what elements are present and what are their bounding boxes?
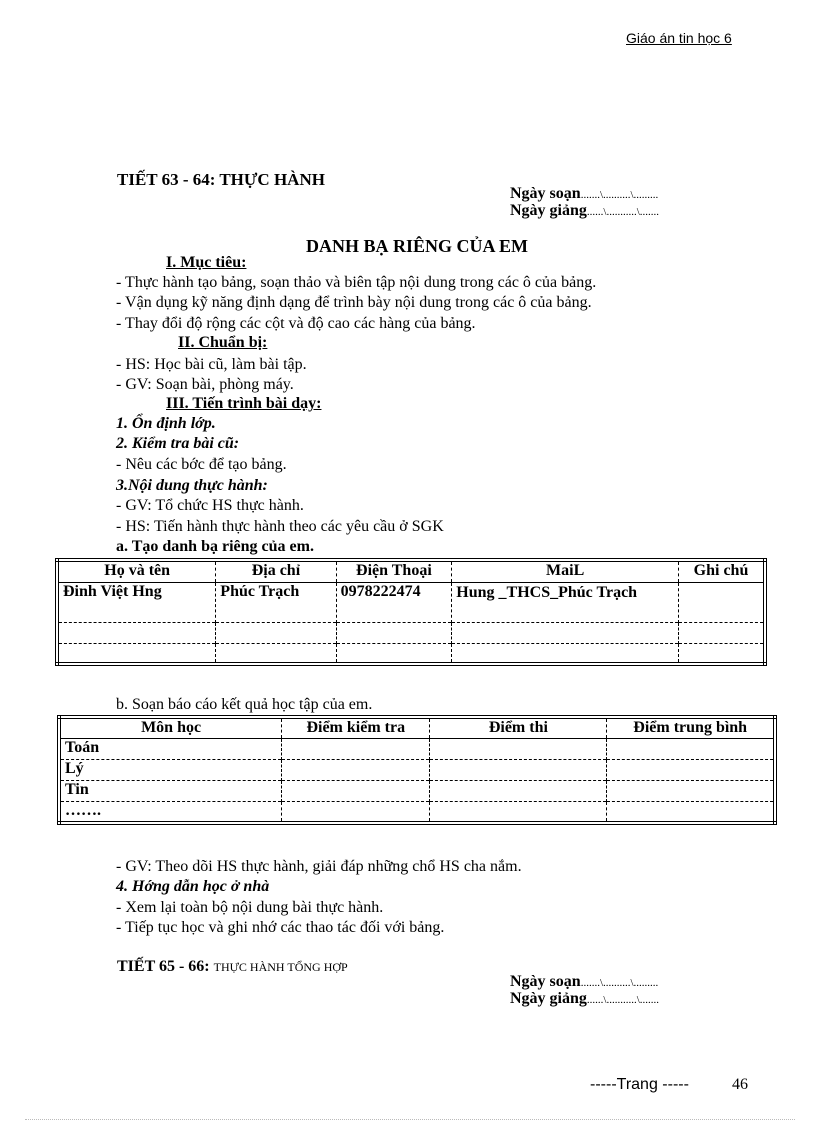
contacts-table bbox=[55, 558, 767, 666]
date-teach-label: Ngày giảng bbox=[510, 990, 587, 1007]
column-header: MaiL bbox=[452, 560, 679, 582]
preparation-heading: II. Chuẩn bị: bbox=[178, 334, 268, 351]
table-row bbox=[59, 801, 775, 823]
date-teach-label: Ngày giảng bbox=[510, 202, 587, 219]
column-header: Ghi chú bbox=[679, 560, 766, 582]
date-teach-dots: ......\...........\....... bbox=[586, 206, 660, 218]
column-header: Địa chỉ bbox=[216, 560, 336, 582]
date-teach-dots: ......\...........\....... bbox=[586, 994, 660, 1006]
task-b-heading: b. Soạn báo cáo kết quả học tập của em. bbox=[116, 696, 373, 713]
column-header: Môn học bbox=[59, 717, 282, 738]
column-header: Họ và tên bbox=[57, 560, 216, 582]
step-4-heading: 4. Hớng dẫn học ở nhà bbox=[116, 878, 270, 895]
subject-cell: Toán bbox=[59, 738, 282, 759]
lesson-dates bbox=[510, 186, 659, 220]
task-a-heading: a. Tạo danh bạ riêng của em. bbox=[116, 538, 314, 555]
column-header: Điểm thi bbox=[430, 717, 607, 738]
process-heading: III. Tiến trình bài dạy: bbox=[166, 395, 322, 412]
step-2-heading: 2. Kiểm tra bài cũ: bbox=[116, 435, 240, 452]
date-prep-label: Ngày soạn bbox=[510, 973, 581, 990]
gv-monitor-item: - GV: Theo dõi HS thực hành, giải đáp những chổ HS cha nắm. bbox=[116, 858, 522, 875]
footer-divider bbox=[25, 1119, 795, 1120]
table-row bbox=[57, 643, 765, 664]
preparation-item: - HS: Học bài cũ, làm bài tập. bbox=[116, 356, 307, 373]
step-3-item: - HS: Tiến hành thực hành theo các yêu cầu ở SGK bbox=[116, 518, 444, 535]
objective-item: - Vận dụng kỹ năng định dạng để trình bày nội dung trong các ô của bảng. bbox=[116, 294, 592, 311]
lesson-2-title bbox=[117, 958, 348, 976]
table-row bbox=[57, 622, 765, 643]
table-cell: 0978222474 bbox=[336, 582, 452, 622]
table-row bbox=[59, 738, 775, 759]
table-row bbox=[59, 759, 775, 780]
footer-page-number: 46 bbox=[732, 1076, 748, 1093]
lesson-2-dates bbox=[510, 974, 659, 1008]
objectives-heading: I. Mục tiêu: bbox=[166, 254, 247, 271]
table-header-row bbox=[59, 717, 775, 738]
footer-page-label: -----Trang ----- bbox=[590, 1076, 689, 1093]
lesson-2-title-number: TIẾT 65 - 66: bbox=[117, 958, 210, 975]
date-prep-dots: .......\..........\......... bbox=[580, 189, 659, 201]
table-row bbox=[59, 780, 775, 801]
column-header: Điểm kiểm tra bbox=[282, 717, 430, 738]
document-title: DANH BẠ RIÊNG CỦA EM bbox=[306, 236, 529, 256]
header-course-title: Giáo án tin học 6 bbox=[626, 30, 732, 46]
step-4-item: - Tiếp tục học và ghi nhớ các thao tác đối với bảng. bbox=[116, 919, 445, 936]
preparation-item: - GV: Soạn bài, phòng máy. bbox=[116, 376, 294, 393]
step-3-heading: 3.Nội dung thực hành: bbox=[116, 477, 268, 494]
step-1-heading: 1. Ổn định lớp. bbox=[116, 415, 216, 432]
subject-cell: Tin bbox=[59, 780, 282, 801]
subject-cell: ……. bbox=[59, 801, 282, 823]
lesson-title: TIẾT 63 - 64: THỰC HÀNH bbox=[117, 170, 325, 189]
table-cell: Hung _THCS_Phúc Trạch bbox=[452, 582, 679, 622]
column-header: Điểm trung bình bbox=[607, 717, 775, 738]
table-cell bbox=[679, 582, 766, 622]
table-header-row bbox=[57, 560, 765, 582]
table-cell: Phúc Trạch bbox=[216, 582, 336, 622]
objective-item: - Thực hành tạo bảng, soạn thảo và biên tập nội dung trong các ô của bảng. bbox=[116, 274, 597, 291]
step-3-item: - GV: Tổ chức HS thực hành. bbox=[116, 497, 304, 514]
date-prep-dots: .......\..........\......... bbox=[580, 977, 659, 989]
objective-item: - Thay đổi độ rộng các cột và độ cao các hàng của bảng. bbox=[116, 315, 476, 332]
date-prep-label: Ngày soạn bbox=[510, 185, 581, 202]
subject-cell: Lý bbox=[59, 759, 282, 780]
column-header: Điện Thoại bbox=[336, 560, 452, 582]
table-row bbox=[57, 582, 765, 622]
table-cell: Đinh Việt Hng bbox=[57, 582, 216, 622]
grades-table bbox=[57, 715, 777, 825]
step-2-item: - Nêu các bớc để tạo bảng. bbox=[116, 456, 287, 473]
step-4-item: - Xem lại toàn bộ nội dung bài thực hành. bbox=[116, 899, 384, 916]
lesson-2-title-name: THỰC HÀNH TỔNG HỢP bbox=[213, 960, 348, 974]
